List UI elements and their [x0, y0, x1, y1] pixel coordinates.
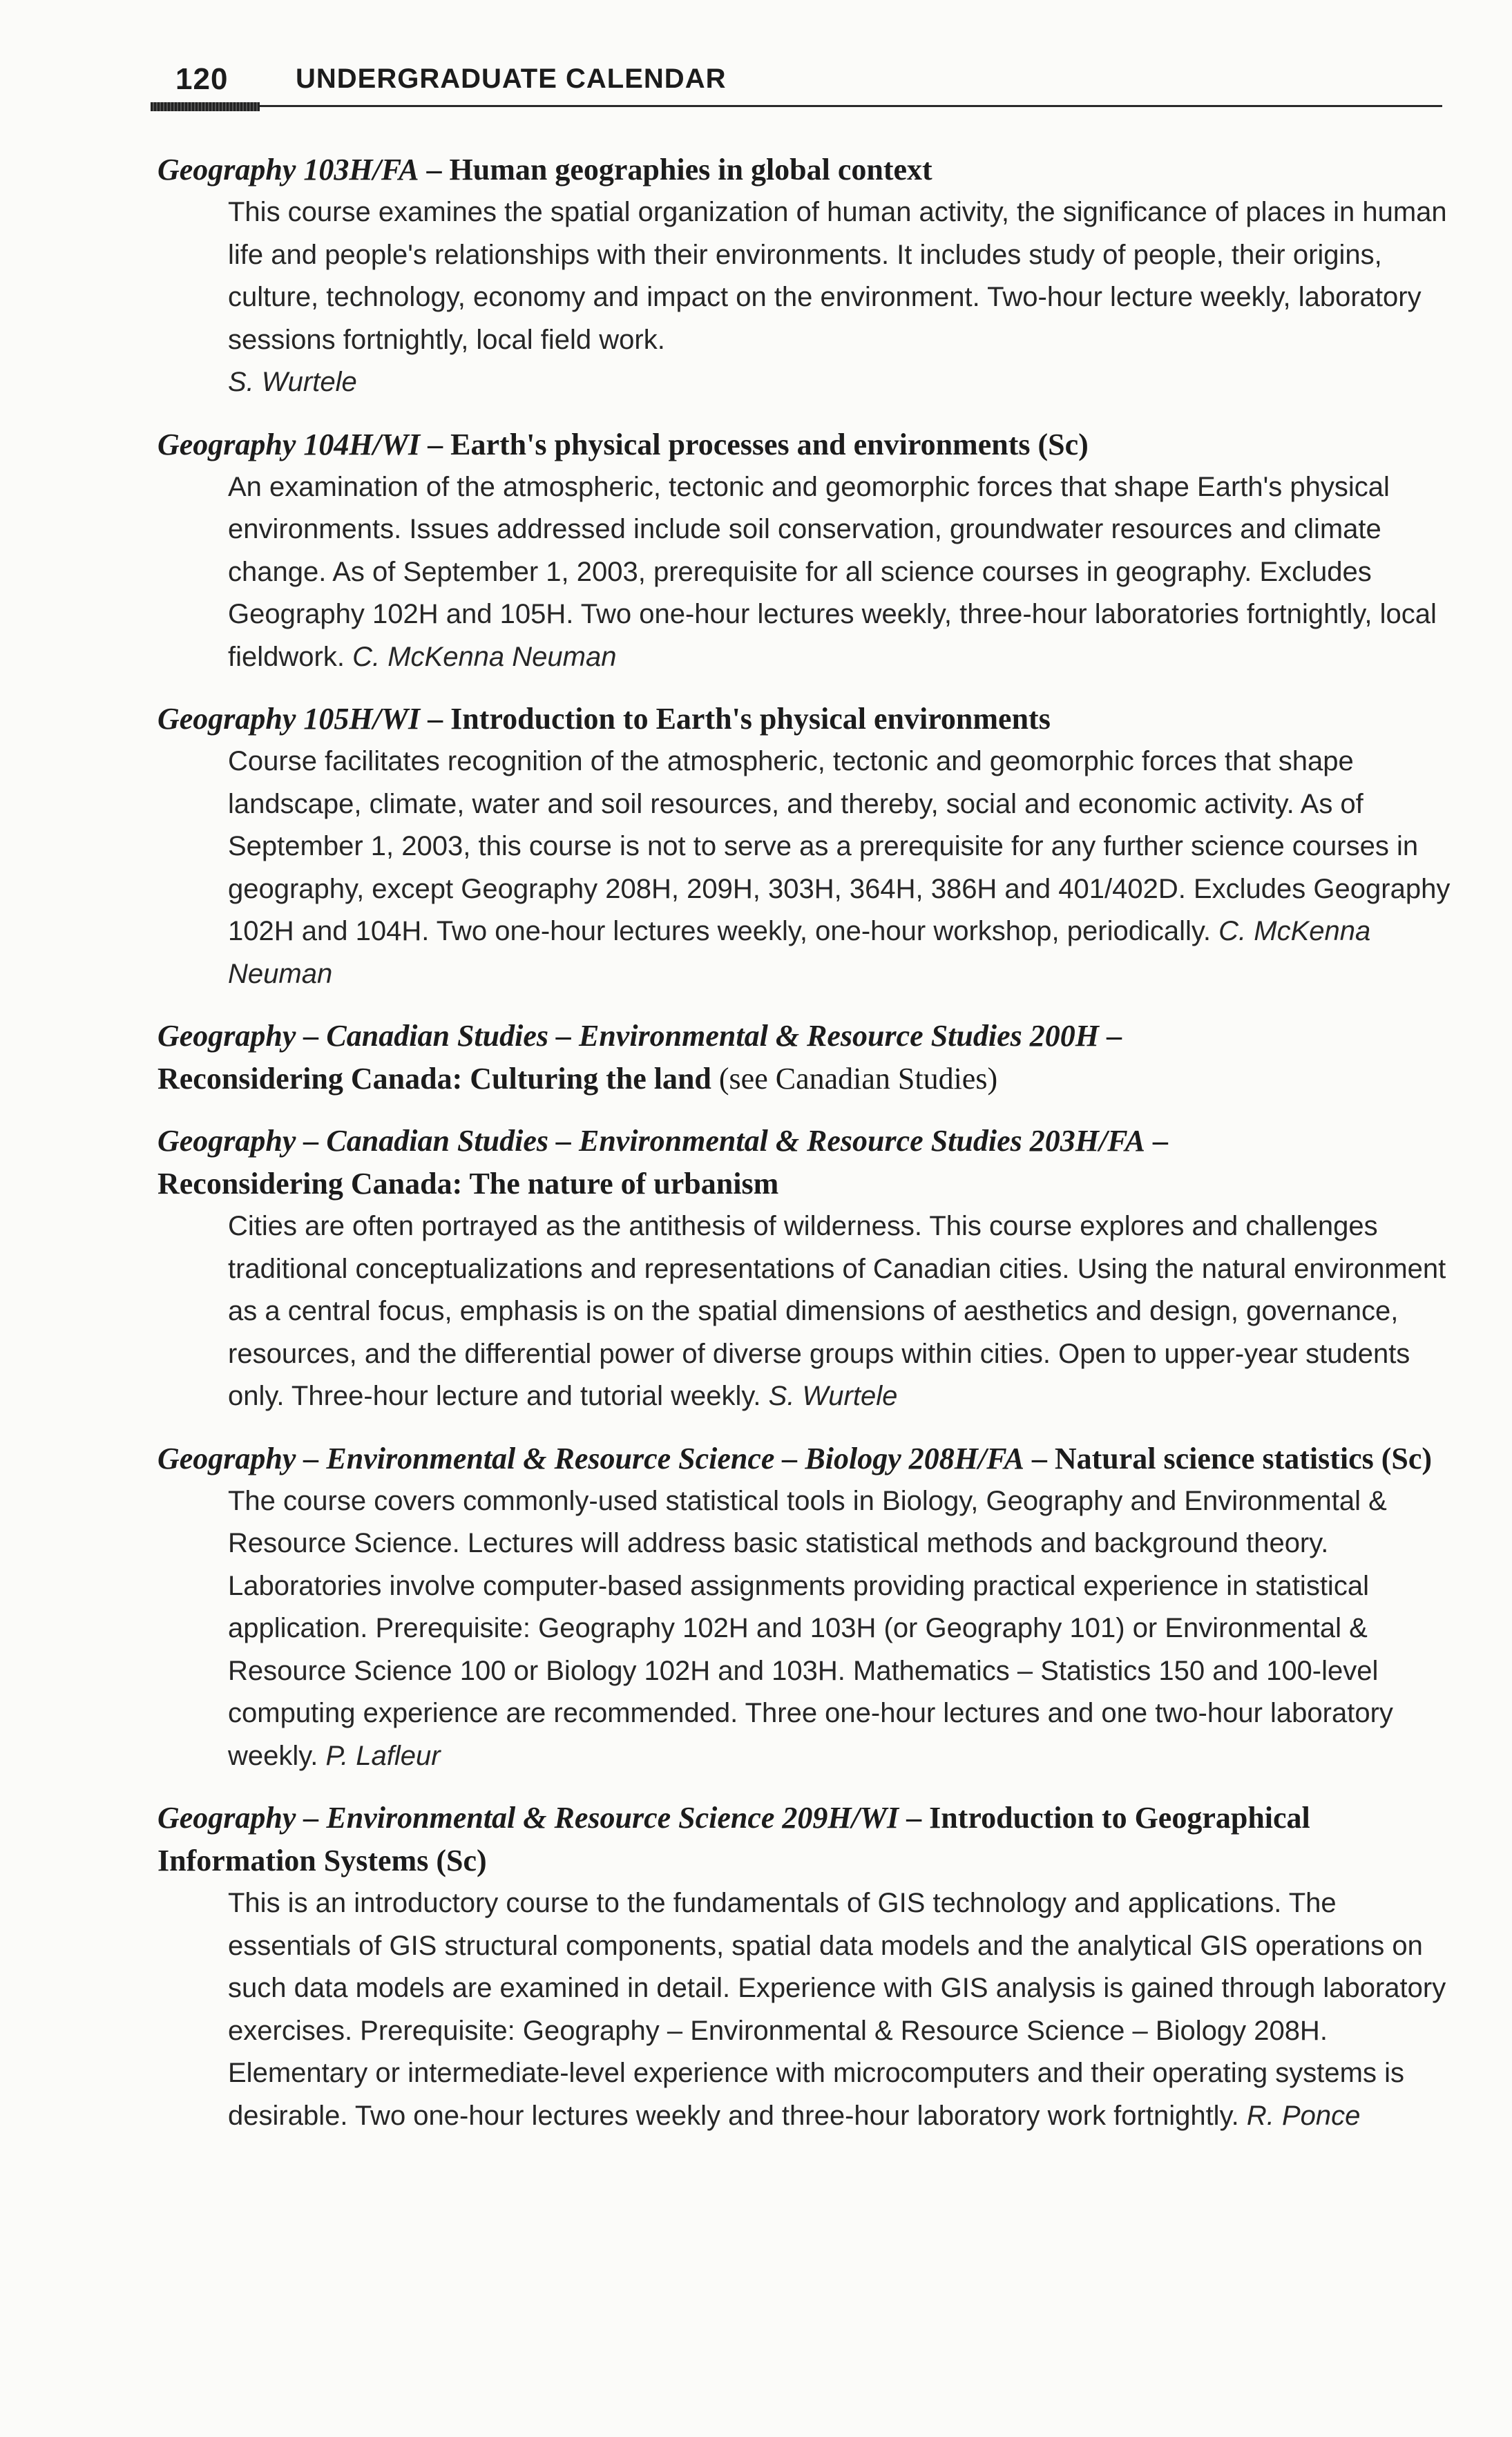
page-number: 120	[175, 62, 229, 96]
heading-separator: –	[899, 1801, 930, 1835]
description-text: This course examines the spatial organization of human activity, the significance of places in human life and people's relationships with their environments. It includes study of people, their origins, culture, technology, economy and impact on the environment. Two-hour lecture weekly, laboratory sessions fortnightly, local field work.	[228, 197, 1447, 355]
course-title: Human geographies in global context	[449, 153, 932, 187]
course-title: Introduction to Geographical Information Systems (Sc)	[157, 1801, 1310, 1877]
course-code: Geography 105H/WI	[157, 702, 421, 736]
course-description	[228, 191, 1457, 404]
course-heading	[157, 1120, 1456, 1205]
instructor: S. Wurtele	[768, 1381, 898, 1411]
running-head: UNDERGRADUATE CALENDAR	[296, 64, 727, 94]
heading-separator: –	[1024, 1441, 1055, 1475]
course-list	[0, 149, 1512, 2157]
course-heading	[157, 423, 1456, 466]
course-description	[228, 740, 1457, 995]
description-text: Cities are often portrayed as the antithesis of wilderness. This course explores and challenges traditional conceptualizations and representations of Canadian cities. Using the natural environment as a central focus, emphasis is on the spatial dimensions of aesthetics and design, governance, resources, and the differential power of diverse groups within cities. Open to upper-year students only. Three-hour lecture and tutorial weekly.	[228, 1211, 1446, 1411]
heading-separator: –	[419, 153, 450, 187]
course-code: Geography 104H/WI	[157, 427, 421, 461]
see-also: (see Canadian Studies)	[711, 1062, 998, 1096]
heading-separator: –	[1098, 1019, 1122, 1053]
course-entry	[0, 423, 1512, 679]
course-entry	[0, 1437, 1512, 1778]
course-description	[228, 1882, 1457, 2137]
course-code: Geography 103H/FA	[157, 153, 419, 187]
course-title: Reconsidering Canada: The nature of urbanism	[157, 1167, 779, 1201]
course-title: Reconsidering Canada: Culturing the land	[157, 1062, 711, 1096]
header-bar	[151, 102, 260, 111]
course-heading	[157, 1797, 1456, 1882]
course-heading	[157, 698, 1456, 740]
heading-separator: –	[420, 427, 451, 461]
course-entry	[0, 1797, 1512, 2137]
course-entry	[0, 149, 1512, 404]
instructor: P. Lafleur	[325, 1740, 441, 1771]
description-text: This is an introductory course to the fundamentals of GIS technology and applications. The essentials of GIS structural components, spatial data models and the analytical GIS operations on such data models are examined in detail. Experience with GIS analysis is gained through laboratory exercises. Prerequisite: Geography – Environmental & Resource Science – Biology 208H. Elementary or intermediate-level experience with microcomputers and their operating systems is desirable. Two one-hour lectures weekly and three-hour laboratory work fortnightly.	[228, 1888, 1446, 2131]
course-code: Geography – Environmental & Resource Science 209H/WI	[157, 1801, 899, 1835]
course-entry	[0, 698, 1512, 995]
course-description	[228, 1205, 1457, 1418]
course-title: Natural science statistics (Sc)	[1054, 1441, 1433, 1475]
description-text: The course covers commonly-used statistical tools in Biology, Geography and Environmental & Resource Science. Lectures will address basic statistical methods and background theory. Laboratories involve computer-based assignments providing practical experience in statistical application. Prerequisite: Geography 102H and 103H (or Geography 101) or Environmental & Resource Science 100 or Biology 102H and 103H. Mathematics – Statistics 150 and 100-level computing experience are recommended. Three one-hour lectures and one two-hour laboratory weekly.	[228, 1485, 1393, 1771]
page-header	[151, 55, 1442, 117]
course-entry	[0, 1015, 1512, 1100]
header-rule	[151, 105, 1442, 107]
course-code: Geography – Canadian Studies – Environmental & Resource Studies 203H/FA	[157, 1124, 1145, 1158]
instructor: R. Ponce	[1246, 2100, 1361, 2131]
course-heading	[157, 1015, 1456, 1100]
instructor: C. McKenna Neuman	[352, 641, 617, 672]
course-entry	[0, 1120, 1512, 1418]
course-description	[228, 466, 1457, 679]
course-title: Earth's physical processes and environments (Sc)	[450, 427, 1089, 461]
course-description	[228, 1480, 1457, 1778]
course-heading	[157, 149, 1456, 191]
course-title: Introduction to Earth's physical environments	[450, 702, 1051, 736]
instructor: S. Wurtele	[228, 367, 357, 397]
course-code: Geography – Canadian Studies – Environmental & Resource Studies 200H	[157, 1019, 1099, 1053]
description-text: Course facilitates recognition of the atmospheric, tectonic and geomorphic forces that shape landscape, climate, water and soil resources, and thereby, social and economic activity. As of September 1, 2003, this course is not to serve as a prerequisite for any further science courses in geography, except Geography 208H, 209H, 303H, 364H, 386H and 401/402D. Excludes Geography 102H and 104H. Two one-hour lectures weekly, one-hour workshop, periodically.	[228, 746, 1451, 946]
heading-separator: –	[1145, 1124, 1168, 1158]
heading-separator: –	[420, 702, 451, 736]
instructor: C. McKenna Neuman	[228, 916, 1371, 989]
course-heading	[157, 1437, 1512, 1480]
description-text: An examination of the atmospheric, tectonic and geomorphic forces that shape Earth's physical environments. Issues addressed include soil conservation, groundwater resources and climate change. As of September 1, 2003, prerequisite for all science courses in geography. Excludes Geography 102H and 105H. Two one-hour lectures weekly, three-hour laboratories fortnightly, local fieldwork.	[228, 471, 1437, 672]
course-code: Geography – Environmental & Resource Science – Biology 208H/FA	[157, 1441, 1024, 1475]
